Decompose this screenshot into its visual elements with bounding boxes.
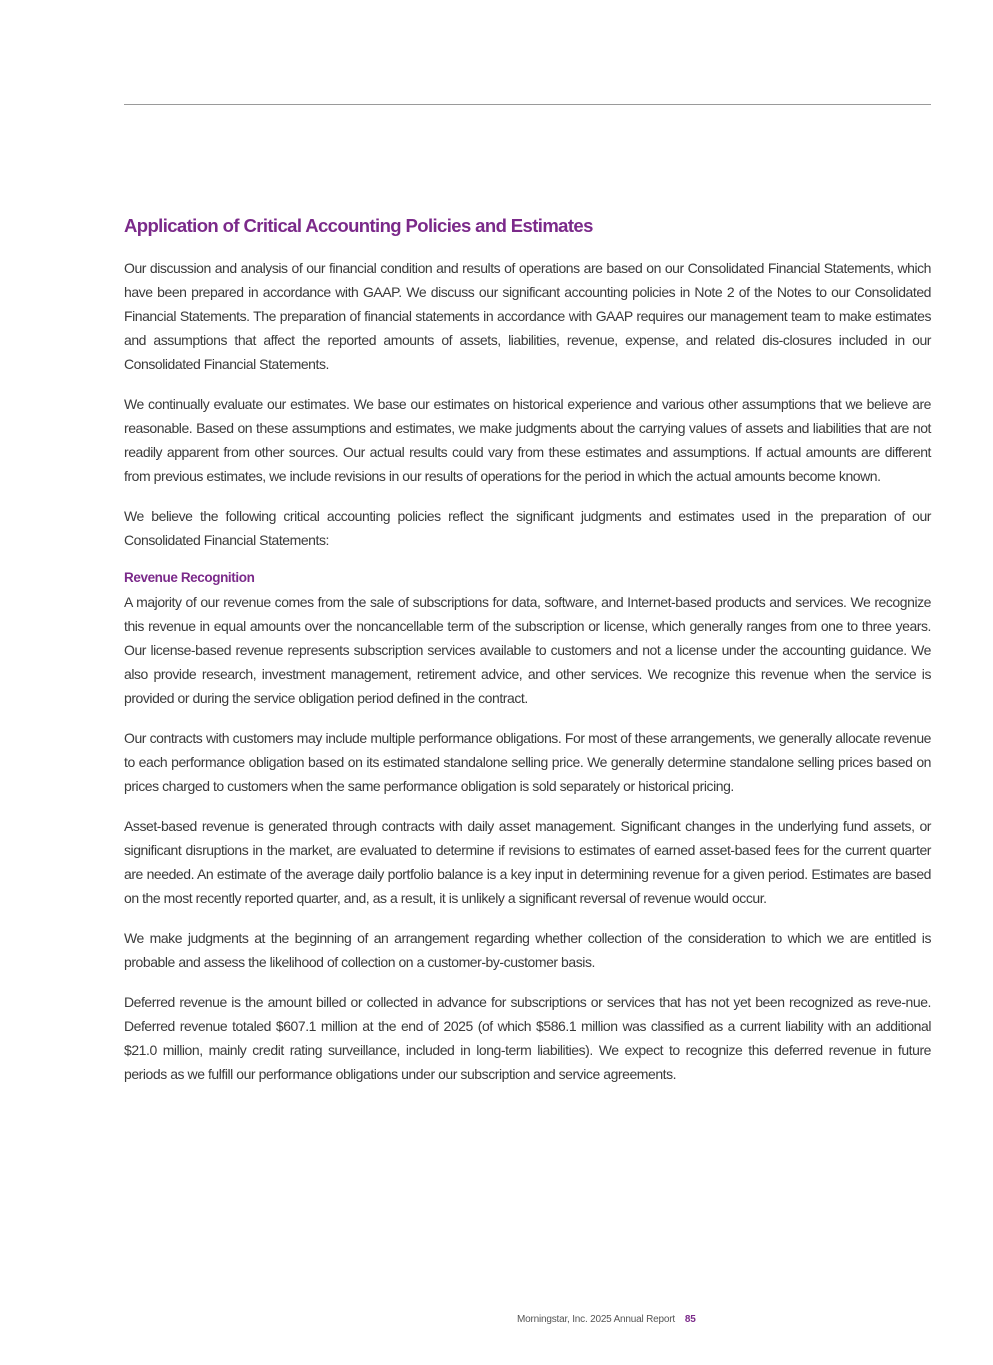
revenue-paragraph-1: A majority of our revenue comes from the sale of subscriptions for data, software, and Internet-based products and services. We recognize this revenue in equal amounts over the noncancellable term of the subscription or license, which generally ranges from one to three years. Our license-based revenue represents subscription services available to customers and not a license under the accounting guidance. We also provide research, investment management, retirement advice, and other services. We recognize this revenue when the service is provided or during the service obligation period defined in the contract. xyxy=(124,594,931,706)
page-number: 85 xyxy=(684,1314,696,1325)
revenue-paragraph-5: Deferred revenue is the amount billed or collected in advance for subscriptions or services that has not yet been recognized as reve-nue. Deferred revenue totaled $607.1 million at the end of 2025 (of which $586.1 million was classified as a current liability with an additional $21.0 million, mainly credit rating surveillance, included in long-term liabilities). We expect to recognize this deferred revenue in future periods as we fulfill our performance obligations under our subscription and service agreements. xyxy=(124,994,931,1082)
intro-paragraph-3: We believe the following critical accounting policies reflect the significant judgments and estimates used in the preparation of our Consolidated Financial Statements: xyxy=(124,508,931,548)
page-footer xyxy=(517,1314,696,1325)
revenue-paragraph-2: Our contracts with customers may include multiple performance obligations. For most of these arrangements, we generally allocate revenue to each performance obligation based on its estimated standalone selling price. We generally determine standalone selling prices based on prices charged to customers when the same performance obligation is sold separately or historical pricing. xyxy=(124,730,931,794)
intro-paragraph-1: Our discussion and analysis of our financial condition and results of operations are based on our Consolidated Financial Statements, which have been prepared in accordance with GAAP. We discuss our significant accounting policies in Note 2 of the Notes to our Consolidated Financial Statements. The preparation of financial statements in accordance with GAAP requires our management team to make estimates and assumptions that affect the reported amounts of assets, liabilities, revenue, expense, and related dis-closures included in our Consolidated Financial Statements. xyxy=(124,260,931,372)
page-content xyxy=(124,214,931,1102)
revenue-paragraph-4: We make judgments at the beginning of an arrangement regarding whether collection of the consideration to which we are entitled is probable and assess the likelihood of collection on a customer-by-customer basis. xyxy=(124,930,931,970)
intro-paragraph-2: We continually evaluate our estimates. We base our estimates on historical experience and various other assumptions that we believe are reasonable. Based on these assumptions and estimates, we make judgments about the carrying values of assets and liabilities that are not readily apparent from other sources. Our actual results could vary from these estimates and assumptions. If actual amounts are different from previous estimates, we include revisions in our results of operations for the period in which the actual amounts become known. xyxy=(124,396,931,484)
header-rule xyxy=(124,104,931,105)
revenue-paragraph-3: Asset-based revenue is generated through contracts with daily asset management. Significant changes in the underlying fund assets, or significant disruptions in the market, are evaluated to determine if revisions to estimates of earned asset-based fees for the current quarter are needed. An estimate of the average daily portfolio balance is a key input in determining revenue for a given period. Estimates are based on the most recently reported quarter, and, as a result, it is unlikely a significant reversal of revenue would occur. xyxy=(124,818,931,906)
footer-report-label: Morningstar, Inc. 2025 Annual Report xyxy=(517,1314,675,1325)
subsection-heading-revenue-recognition: Revenue Recognition xyxy=(124,570,255,585)
section-title: Application of Critical Accounting Policies and Estimates xyxy=(124,215,593,236)
